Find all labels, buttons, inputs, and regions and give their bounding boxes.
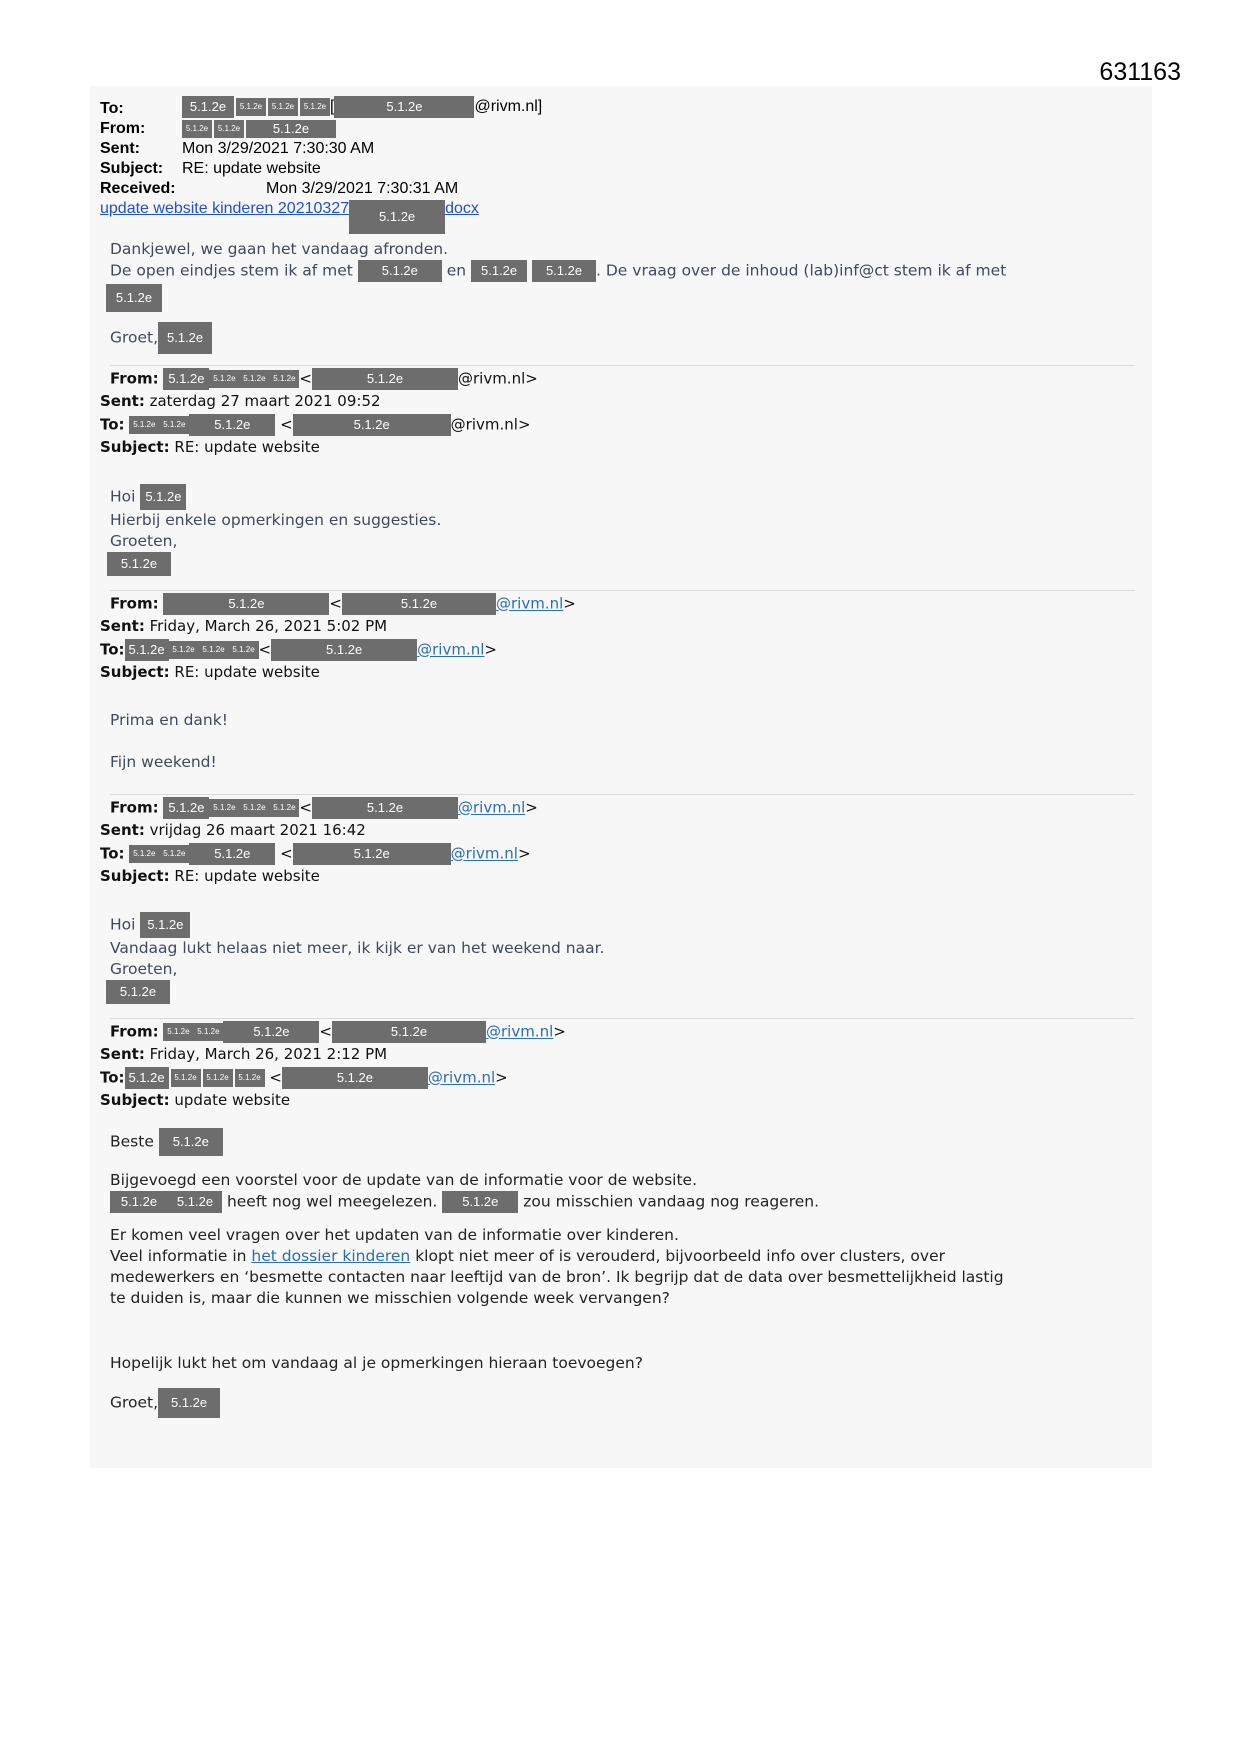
received-value: Mon 3/29/2021 7:30:31 AM: [266, 180, 459, 197]
to-email-domain: @rivm.nl]: [474, 98, 543, 116]
subject-value: RE: update website: [174, 438, 320, 456]
redaction: 5.1.2e: [236, 98, 266, 116]
redaction: 5.1.2e: [293, 843, 451, 865]
redaction: 5.1.2e: [163, 1023, 193, 1041]
redaction: 5.1.2e: [268, 98, 298, 116]
text: zou misschien vandaag nog reageren.: [523, 1192, 820, 1211]
subject-value: RE: update website: [174, 867, 320, 885]
received-label: Received:: [100, 180, 176, 197]
subject-label: Subject:: [100, 160, 164, 177]
greeting: Beste: [110, 1132, 154, 1151]
subject-value: RE: update website: [182, 160, 321, 177]
redaction: 5.1.2e: [358, 260, 442, 282]
subject-label: Subject:: [100, 867, 170, 885]
message-header-2: From: 5.1.2e 5.1.2e 5.1.2e 5.1.2e < 5.1.2e @rivm.nl> Sent: zaterdag 27 maart 2021 09:52 To: 5.1.2e 5.1.2e 5.1.2e < 5.1.2e @rivm.nl> Subject: RE: update website: [100, 369, 538, 456]
sent-value: Friday, March 26, 2021 2:12 PM: [149, 1045, 388, 1063]
redaction: 5.1.2e: [107, 552, 171, 576]
redaction: 5.1.2e: [269, 799, 299, 817]
redaction: 5.1.2e: [235, 1069, 265, 1087]
redaction: 5.1.2e: [300, 98, 330, 116]
top-header: To: 5.1.2e 5.1.2e 5.1.2e 5.1.2e [ 5.1.2e @rivm.nl] From: 5.1.2e 5.1.2e 5.1.2e Sent: Mon 3/29/2021 7:30:30 AM Subject: RE: update website Received: Mon 3/29/2021 7:30:31 AM update website kinderen 20210327 5.1.2e docx: [100, 99, 479, 221]
subject-value: RE: update website: [174, 663, 320, 681]
to-email-link[interactable]: @rivm.nl: [427, 1068, 496, 1087]
from-email-domain: @rivm.nl>: [457, 369, 538, 388]
message-line: [110, 260, 1006, 282]
message-line: Er komen veel vragen over het updaten van de informatie over kinderen.: [110, 1226, 679, 1244]
sent-value: zaterdag 27 maart 2021 09:52: [149, 392, 381, 410]
from-email-link[interactable]: @rivm.nl: [485, 1022, 554, 1041]
redaction: 5.1.2e: [106, 284, 162, 312]
redaction: 5.1.2e: [189, 843, 275, 865]
redaction: 5.1.2e: [163, 368, 209, 390]
redaction: 5.1.2e: [106, 980, 170, 1004]
message-4: [110, 912, 605, 1004]
subject-label: Subject:: [100, 1091, 170, 1109]
redaction: 5.1.2e: [271, 639, 417, 661]
message-line: Fijn weekend!: [110, 753, 217, 771]
to-label: To:: [100, 844, 125, 863]
subject-label: Subject:: [100, 438, 170, 456]
redaction: 5.1.2e: [140, 484, 186, 510]
to-email-link[interactable]: @rivm.nl: [450, 844, 518, 863]
redaction: 5.1.2e: [163, 797, 209, 819]
to-label: To:: [100, 100, 124, 117]
redaction: 5.1.2e: [158, 322, 212, 354]
attachment-extension[interactable]: docx: [445, 200, 479, 217]
attachment-name[interactable]: update website kinderen 20210327: [100, 200, 350, 217]
sent-label: Sent:: [100, 140, 140, 157]
redaction: 5.1.2e: [140, 912, 190, 938]
message-line: te duiden is, maar die kunnen we misschien volgende week vervangen?: [110, 1289, 670, 1307]
sent-label: Sent:: [100, 392, 145, 410]
redaction: 5.1.2e: [199, 641, 229, 659]
message-line: Prima en dank!: [110, 711, 228, 729]
message-line: Vandaag lukt helaas niet meer, ik kijk er van het weekend naar.: [110, 939, 605, 957]
from-label: From:: [110, 798, 159, 817]
redaction: 5.1.2e: [223, 1021, 319, 1043]
greeting: Hoi: [110, 915, 136, 934]
redaction: 5.1.2e: [171, 1069, 201, 1087]
closing: Groet,: [110, 328, 159, 347]
from-email-link[interactable]: @rivm.nl: [457, 798, 526, 817]
closing: Groet,: [110, 1393, 159, 1412]
divider: [110, 365, 1135, 366]
text: Veel informatie in: [110, 1247, 247, 1265]
redaction: 5.1.2e: [159, 1128, 223, 1156]
redaction: 5.1.2e: [471, 260, 527, 282]
subject-label: Subject:: [100, 663, 170, 681]
redaction: 5.1.2e: [312, 368, 458, 390]
redaction: 5.1.2e: [293, 414, 451, 436]
to-label: To:: [100, 415, 125, 434]
redaction: 5.1.2e: [125, 639, 169, 661]
redaction: 5.1.2e: [193, 1023, 223, 1041]
from-label: From:: [110, 1022, 159, 1041]
message-header-3: From: 5.1.2e < 5.1.2e @rivm.nl> Sent: Friday, March 26, 2021 5:02 PM To: 5.1.2e 5.1.2e 5.1.2e 5.1.2e < 5.1.2e @rivm.nl> Subject: RE: update website: [100, 594, 576, 681]
redaction: 5.1.2e: [158, 1388, 220, 1418]
from-label: From:: [110, 369, 159, 388]
redaction: 5.1.2e: [239, 799, 269, 817]
redaction: 5.1.2e: [168, 1191, 222, 1213]
redaction: 5.1.2e: [182, 120, 212, 138]
redaction: 5.1.2e: [214, 120, 244, 138]
sent-label: Sent:: [100, 617, 145, 635]
redaction: 5.1.2e: [349, 200, 445, 234]
message-line: Hopelijk lukt het om vandaag al je opmerkingen hieraan toevoegen?: [110, 1354, 643, 1372]
to-label: To:: [100, 640, 125, 659]
redaction: 5.1.2e: [125, 1067, 169, 1089]
divider: [110, 794, 1135, 795]
redaction: 5.1.2e: [334, 96, 474, 118]
redaction: 5.1.2e: [282, 1067, 428, 1089]
redaction: 5.1.2e: [189, 414, 275, 436]
redaction: 5.1.2e: [269, 370, 299, 388]
redaction: 5.1.2e: [159, 416, 189, 434]
to-email-link[interactable]: @rivm.nl: [417, 640, 485, 659]
sent-value: vrijdag 26 maart 2021 16:42: [149, 821, 366, 839]
redaction: 5.1.2e: [532, 260, 596, 282]
text: De open eindjes stem ik af met: [110, 261, 353, 280]
redaction: 5.1.2e: [246, 120, 336, 138]
redaction: 5.1.2e: [209, 799, 239, 817]
message-header-4: From: 5.1.2e 5.1.2e 5.1.2e 5.1.2e < 5.1.2e @rivm.nl> Sent: vrijdag 26 maart 2021 16:42 To: 5.1.2e 5.1.2e 5.1.2e < 5.1.2e @rivm.nl> Subject: RE: update website: [100, 798, 538, 885]
message-line: Bijgevoegd een voorstel voor de update van de informatie voor de website.: [110, 1171, 698, 1189]
sent-label: Sent:: [100, 821, 145, 839]
text: heeft nog wel meegelezen.: [226, 1192, 438, 1211]
text: en: [446, 261, 467, 280]
to-email-domain: @rivm.nl>: [450, 415, 531, 434]
redaction: 5.1.2e: [182, 96, 234, 118]
dossier-kinderen-link[interactable]: het dossier kinderen: [251, 1247, 411, 1265]
message-line: Dankjewel, we gaan het vandaag afronden.: [110, 240, 449, 258]
sent-value: Friday, March 26, 2021 5:02 PM: [149, 617, 388, 635]
document-id: 631163: [1099, 58, 1181, 86]
message-1: [110, 239, 1006, 354]
sent-value: Mon 3/29/2021 7:30:30 AM: [182, 140, 375, 157]
redaction: 5.1.2e: [239, 370, 269, 388]
message-line: Hierbij enkele opmerkingen en suggesties.: [110, 511, 442, 529]
sent-label: Sent:: [100, 1045, 145, 1063]
greeting: Hoi: [110, 487, 136, 506]
redaction: 5.1.2e: [163, 593, 329, 615]
subject-value: update website: [174, 1091, 291, 1109]
text: . De vraag over de inhoud (lab)inf@ct stem ik af met: [596, 261, 1007, 280]
redaction: 5.1.2e: [209, 370, 239, 388]
message-3: [110, 710, 228, 773]
redaction: 5.1.2e: [342, 593, 496, 615]
redaction: 5.1.2e: [203, 1069, 233, 1087]
message-5: [110, 1128, 1004, 1418]
from-email-link[interactable]: @rivm.nl: [495, 594, 564, 613]
redaction: 5.1.2e: [159, 845, 189, 863]
closing: Groeten,: [110, 960, 178, 978]
redaction: 5.1.2e: [332, 1021, 486, 1043]
redaction: 5.1.2e: [442, 1191, 518, 1213]
message-2: [110, 484, 441, 576]
message-line: medewerkers en ‘besmette contacten naar leeftijd van de bron’. Ik begrijp dat de data over besmettelijkheid lastig: [110, 1268, 1004, 1286]
divider: [110, 1018, 1135, 1019]
redaction: 5.1.2e: [312, 797, 458, 819]
redaction: 5.1.2e: [110, 1191, 168, 1213]
closing: Groeten,: [110, 532, 178, 550]
message-header-5: From: 5.1.2e 5.1.2e 5.1.2e < 5.1.2e @rivm.nl> Sent: Friday, March 26, 2021 2:12 PM To: 5.1.2e 5.1.2e 5.1.2e 5.1.2e < 5.1.2e @rivm.nl> Subject: update website: [100, 1022, 566, 1109]
redaction: 5.1.2e: [129, 845, 159, 863]
redaction: 5.1.2e: [169, 641, 199, 659]
redaction: 5.1.2e: [129, 416, 159, 434]
divider: [110, 590, 1135, 591]
to-label: To:: [100, 1068, 125, 1087]
from-label: From:: [110, 594, 159, 613]
redaction: 5.1.2e: [229, 641, 259, 659]
from-label: From:: [100, 120, 146, 137]
attachment-link[interactable]: [100, 199, 479, 224]
text: klopt niet meer of is verouderd, bijvoorbeeld info over clusters, over: [415, 1247, 945, 1265]
